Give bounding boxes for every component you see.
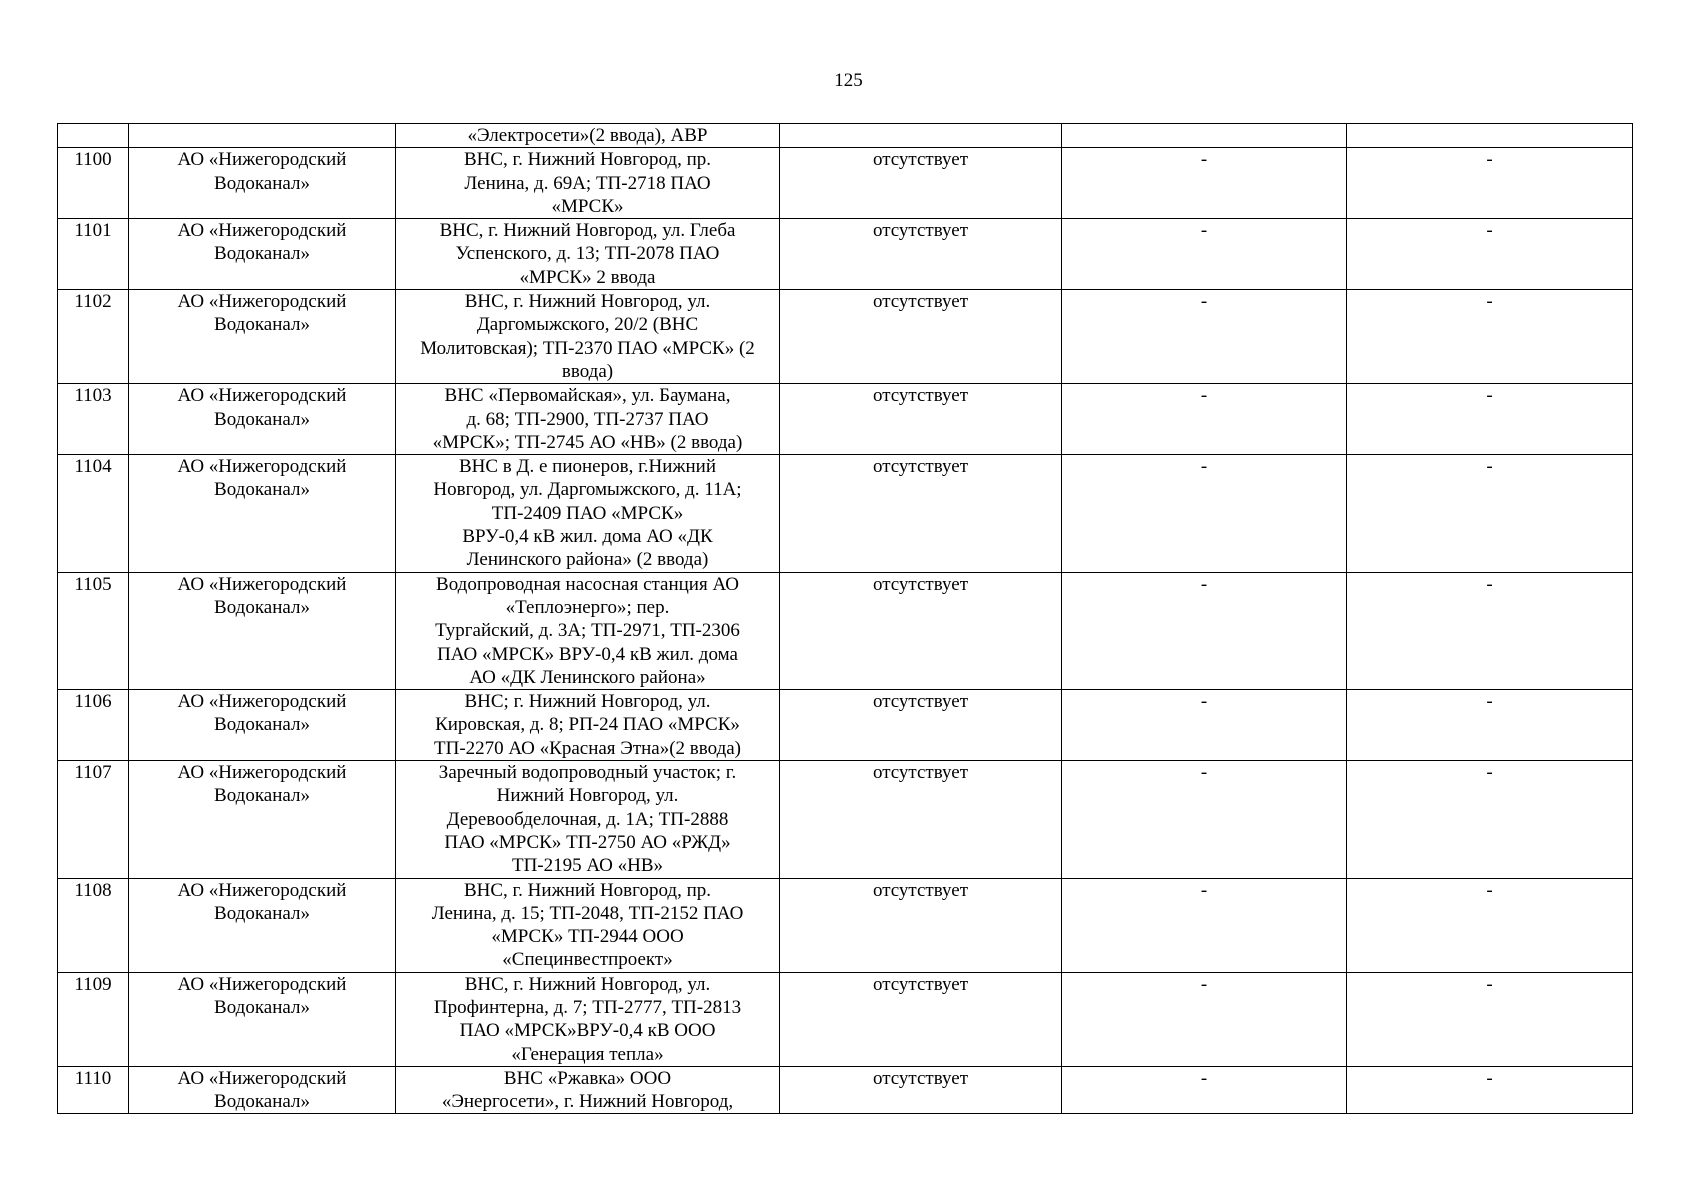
row-number: 1106	[58, 690, 129, 761]
column-5-cell: -	[1062, 572, 1347, 689]
page-number: 125	[834, 70, 863, 91]
column-6-cell: -	[1347, 455, 1633, 572]
column-6-cell: -	[1347, 384, 1633, 455]
status-cell: отсутствует	[780, 1066, 1062, 1114]
object-cell: ВНС «Ржавка» ООО «Энергосети», г. Нижний Новгород,	[396, 1066, 780, 1114]
object-cell: Заречный водопроводный участок; г. Нижний Новгород, ул. Деревообделочная, д. 1А; ТП-2888 ПАО «МРСК» ТП-2750 АО «РЖД» ТП-2195 АО «НВ»	[396, 761, 780, 878]
row-number: 1103	[58, 384, 129, 455]
status-cell	[780, 124, 1062, 148]
column-6-cell: -	[1347, 972, 1633, 1066]
organization-cell: АО «Нижегородский Водоканал»	[129, 690, 396, 761]
table-row	[58, 1066, 1633, 1114]
table-row	[58, 124, 1633, 148]
table-row	[58, 761, 1633, 878]
status-cell: отсутствует	[780, 219, 1062, 290]
table-row	[58, 384, 1633, 455]
row-number: 1104	[58, 455, 129, 572]
column-5-cell: -	[1062, 761, 1347, 878]
organization-cell: АО «Нижегородский Водоканал»	[129, 972, 396, 1066]
column-6-cell: -	[1347, 572, 1633, 689]
column-5-cell: -	[1062, 290, 1347, 384]
status-cell: отсутствует	[780, 572, 1062, 689]
column-6-cell: -	[1347, 690, 1633, 761]
column-6-cell: -	[1347, 1066, 1633, 1114]
row-number: 1101	[58, 219, 129, 290]
organization-cell: АО «Нижегородский Водоканал»	[129, 1066, 396, 1114]
organization-cell: АО «Нижегородский Водоканал»	[129, 878, 396, 972]
column-5-cell: -	[1062, 455, 1347, 572]
object-cell: ВНС, г. Нижний Новгород, пр. Ленина, д. 69А; ТП-2718 ПАО «МРСК»	[396, 148, 780, 219]
status-cell: отсутствует	[780, 290, 1062, 384]
status-cell: отсутствует	[780, 384, 1062, 455]
data-table	[57, 123, 1633, 1114]
row-number	[58, 124, 129, 148]
column-5-cell	[1062, 124, 1347, 148]
row-number: 1108	[58, 878, 129, 972]
object-cell: ВНС, г. Нижний Новгород, пр. Ленина, д. 15; ТП-2048, ТП-2152 ПАО «МРСК» ТП-2944 ООО «Специнвестпроект»	[396, 878, 780, 972]
column-5-cell: -	[1062, 972, 1347, 1066]
column-6-cell	[1347, 124, 1633, 148]
row-number: 1105	[58, 572, 129, 689]
column-5-cell: -	[1062, 148, 1347, 219]
object-cell: ВНС «Первомайская», ул. Баумана, д. 68; ТП-2900, ТП-2737 ПАО «МРСК»; ТП-2745 АО «НВ» (2 ввода)	[396, 384, 780, 455]
row-number: 1100	[58, 148, 129, 219]
column-5-cell: -	[1062, 384, 1347, 455]
object-cell: ВНС; г. Нижний Новгород, ул. Кировская, д. 8; РП-24 ПАО «МРСК» ТП-2270 АО «Красная Этна»(2 ввода)	[396, 690, 780, 761]
status-cell: отсутствует	[780, 761, 1062, 878]
object-cell: ВНС, г. Нижний Новгород, ул. Даргомыжского, 20/2 (ВНС Молитовская); ТП-2370 ПАО «МРСК» (2 ввода)	[396, 290, 780, 384]
object-cell: ВНС, г. Нижний Новгород, ул. Профинтерна, д. 7; ТП-2777, ТП-2813 ПАО «МРСК»ВРУ-0,4 кВ ООО «Генерация тепла»	[396, 972, 780, 1066]
row-number: 1102	[58, 290, 129, 384]
status-cell: отсутствует	[780, 878, 1062, 972]
status-cell: отсутствует	[780, 148, 1062, 219]
column-6-cell: -	[1347, 878, 1633, 972]
column-6-cell: -	[1347, 219, 1633, 290]
column-6-cell: -	[1347, 761, 1633, 878]
table-row	[58, 690, 1633, 761]
organization-cell: АО «Нижегородский Водоканал»	[129, 148, 396, 219]
table-row	[58, 455, 1633, 572]
table-row	[58, 148, 1633, 219]
object-cell: Водопроводная насосная станция АО «Теплоэнерго»; пер. Тургайский, д. 3А; ТП-2971, ТП-2306 ПАО «МРСК» ВРУ-0,4 кВ жил. дома АО «ДК Ленинского района»	[396, 572, 780, 689]
table-row	[58, 572, 1633, 689]
organization-cell: АО «Нижегородский Водоканал»	[129, 572, 396, 689]
status-cell: отсутствует	[780, 455, 1062, 572]
table-row	[58, 878, 1633, 972]
organization-cell: АО «Нижегородский Водоканал»	[129, 455, 396, 572]
column-5-cell: -	[1062, 690, 1347, 761]
column-5-cell: -	[1062, 1066, 1347, 1114]
object-cell: ВНС, г. Нижний Новгород, ул. Глеба Успенского, д. 13; ТП-2078 ПАО «МРСК» 2 ввода	[396, 219, 780, 290]
row-number: 1110	[58, 1066, 129, 1114]
row-number: 1107	[58, 761, 129, 878]
organization-cell: АО «Нижегородский Водоканал»	[129, 290, 396, 384]
table-row	[58, 290, 1633, 384]
table-row	[58, 972, 1633, 1066]
organization-cell: АО «Нижегородский Водоканал»	[129, 384, 396, 455]
organization-cell: АО «Нижегородский Водоканал»	[129, 219, 396, 290]
table-row	[58, 219, 1633, 290]
object-cell: «Электросети»(2 ввода), АВР	[396, 124, 780, 148]
row-number: 1109	[58, 972, 129, 1066]
organization-cell: АО «Нижегородский Водоканал»	[129, 761, 396, 878]
status-cell: отсутствует	[780, 972, 1062, 1066]
object-cell: ВНС в Д. е пионеров, г.Нижний Новгород, ул. Даргомыжского, д. 11А; ТП-2409 ПАО «МРСК» ВРУ-0,4 кВ жил. дома АО «ДК Ленинского района» (2 ввода)	[396, 455, 780, 572]
status-cell: отсутствует	[780, 690, 1062, 761]
column-6-cell: -	[1347, 148, 1633, 219]
column-5-cell: -	[1062, 878, 1347, 972]
column-6-cell: -	[1347, 290, 1633, 384]
column-5-cell: -	[1062, 219, 1347, 290]
organization-cell	[129, 124, 396, 148]
